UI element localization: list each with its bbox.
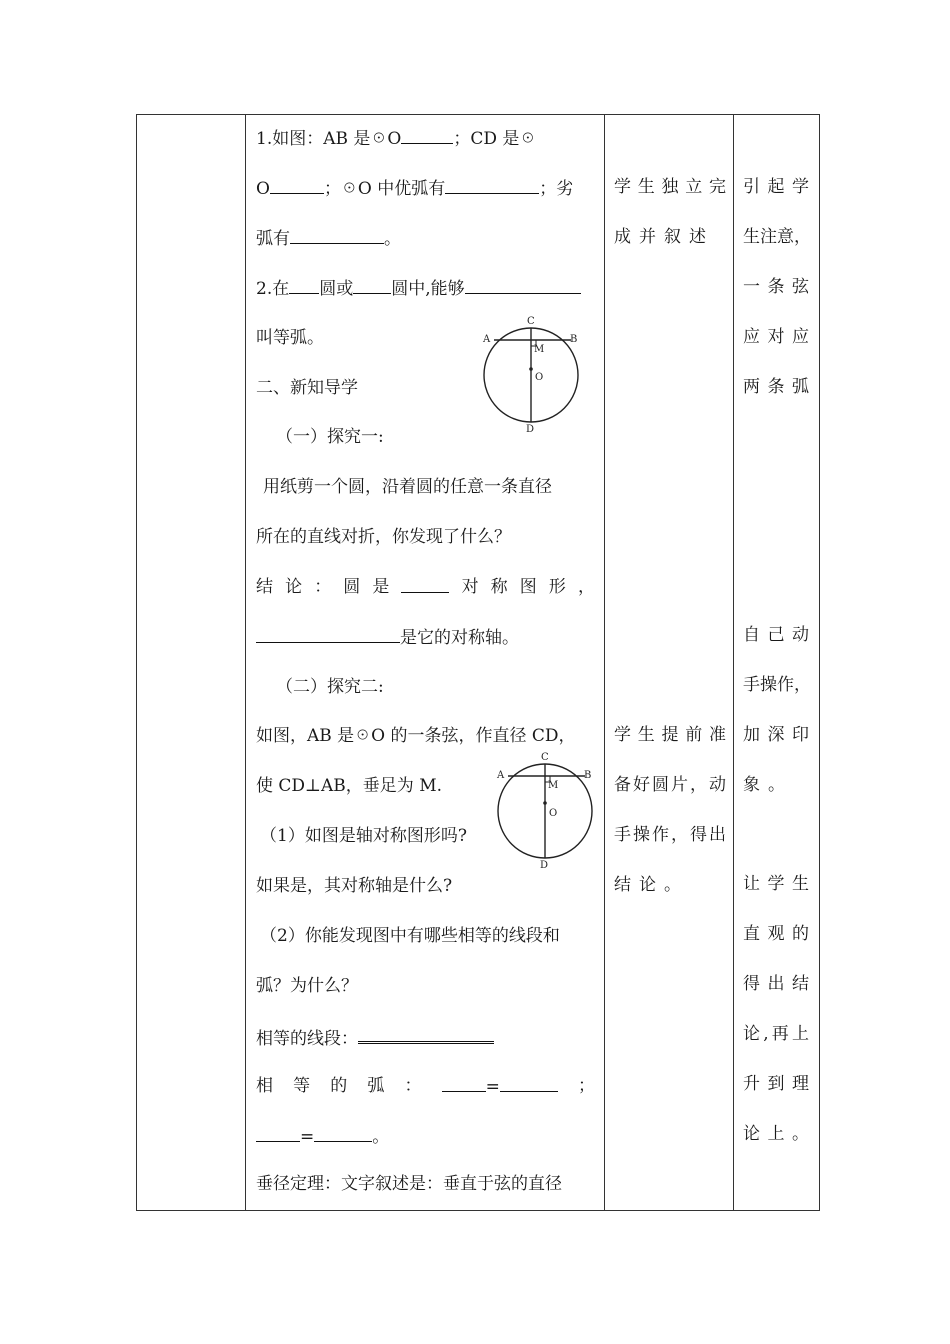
design-intent-2 [743,610,809,810]
intent-line: 引 起 学 [743,177,809,197]
equal-arcs-line2: = 。 [256,1124,389,1149]
svg-text:C: C [541,752,549,763]
activity-line: 手 操 作 ， 得 出 [614,825,726,845]
intent-line: 生 注 意 ， [743,227,811,247]
explore2-text-1: 如图，AB 是☉O 的一条弦，作直径 CD， [256,726,576,746]
column-divider-2 [604,114,605,1211]
theorem-line: 垂径定理：文字叙述是：垂直于弦的直径 [256,1174,562,1194]
column-divider-1 [245,114,246,1211]
q1-line1: 1.如图：AB 是☉O ；CD 是☉ [256,126,536,151]
svg-text:B: B [570,334,578,345]
intent-line: 论 上 。 [743,1124,809,1144]
explore2-question-1: （1）如图是轴对称图形吗? [260,826,467,846]
intent-line: 让 学 生 [743,874,809,894]
explore2-text-2: 使 CD⊥AB，垂足为 M. [256,776,443,796]
column-divider-3 [733,114,734,1211]
activity-line: 结论。 [614,875,689,895]
q2-line2: 叫等弧。 [256,328,324,348]
conclusion-line2: 是它的对称轴。 [256,625,519,650]
svg-text:A: A [483,334,491,345]
svg-text:D: D [526,424,535,435]
q2-line1: 2.在 圆或 圆中,能够 [256,276,581,301]
activity-line: 备 好 圆 片 ， 动 [614,775,726,795]
circle-figure-1 [478,312,588,436]
circle-figure-2 [492,748,602,872]
student-activity-1 [614,162,726,262]
svg-text:C: C [527,316,535,327]
svg-text:D: D [540,860,549,871]
q1-line2: O ；☉O 中优弧有 ；劣 [256,176,573,201]
conclusion-line1: 结 论 ： 圆 是 对 称 图 形 ， [256,577,595,597]
intent-line: 两 条 弧 [743,377,809,397]
explore1-text-2: 所在的直线对折，你发现了什么？ [256,527,511,547]
svg-text:A: A [497,770,505,781]
explore1-title: （一）探究一: [276,427,384,447]
equal-segments-line: 相等的线段： [256,1024,494,1051]
intent-line: 得 出 结 [743,974,809,994]
explore2-title: （二）探究二: [276,677,384,697]
explore2-question-2: （2）你能发现图中有哪些相等的线段和 [260,926,560,946]
intent-line: 升 到 理 [743,1074,809,1094]
svg-text:M: M [548,780,559,791]
intent-line: 自 己 动 [743,625,809,645]
design-intent-3 [743,859,809,1159]
intent-line: 应 对 应 [743,327,809,347]
q1-line3: 弧有 。 [256,226,401,251]
svg-text:M: M [534,344,545,355]
design-intent-1 [743,162,809,412]
intent-line: 直 观 的 [743,924,809,944]
svg-text:B: B [584,770,592,781]
intent-line: 加 深 印 [743,725,809,745]
activity-line: 学 生 独 立 完 [614,177,726,197]
equal-arcs-line: 相 等 的 弧 ： = ； [256,1076,595,1097]
explore2-question-2b: 弧？为什么？ [256,976,358,996]
student-activity-2 [614,710,726,910]
intent-line: 象。 [743,775,793,795]
svg-text:O: O [549,808,558,819]
intent-line: 手 操 作 ， [743,675,811,695]
activity-line: 成并叙述 [614,227,714,247]
intent-line: 论 , 再 上 [743,1024,809,1044]
svg-text:O: O [535,372,544,383]
activity-line: 学 生 提 前 准 [614,725,726,745]
intent-line: 一 条 弦 [743,277,809,297]
section-heading: 二、新知导学 [256,378,358,398]
explore1-text-1: 用纸剪一个圆，沿着圆的任意一条直径 [263,477,552,497]
explore2-question-1b: 如果是，其对称轴是什么? [256,876,453,896]
